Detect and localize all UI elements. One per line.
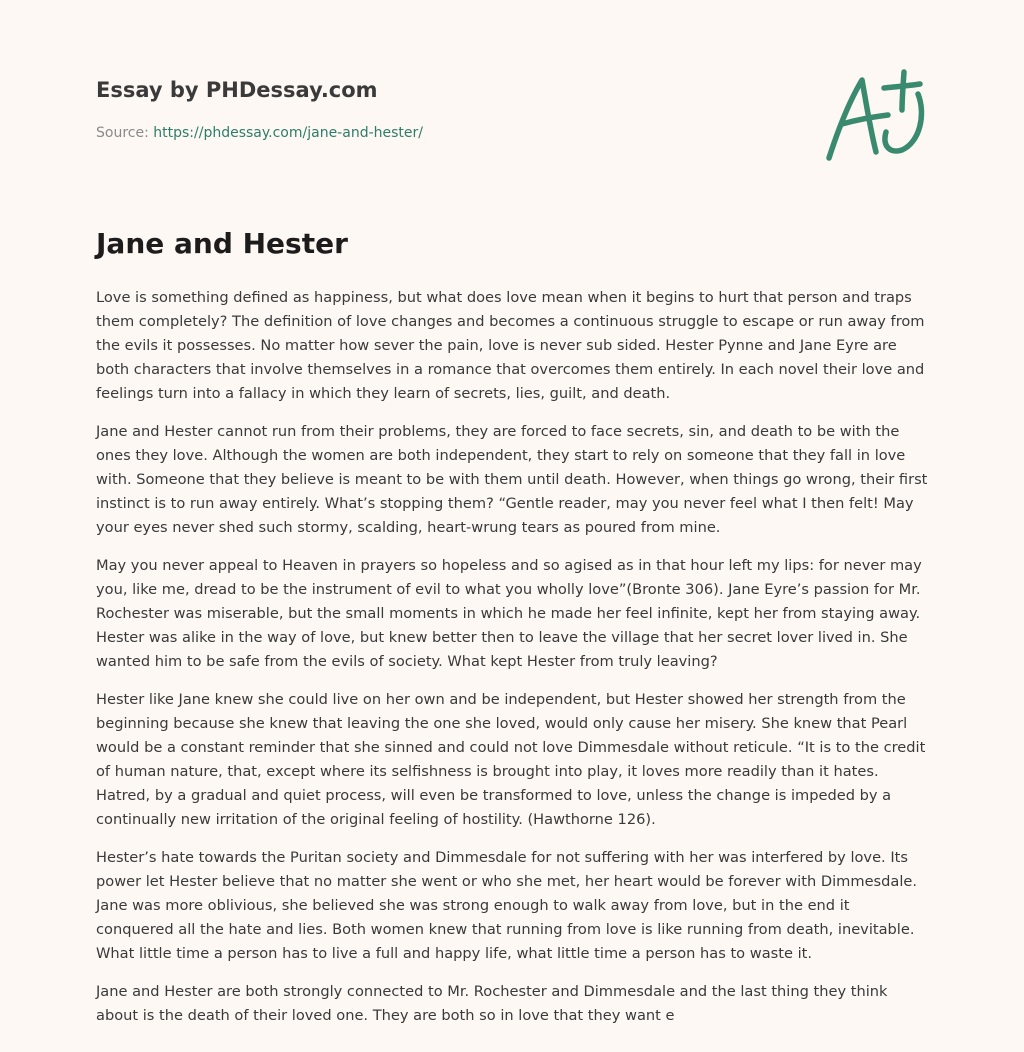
source-label: Source: xyxy=(96,125,154,141)
essay-paragraph: Jane and Hester cannot run from their problems, they are forced to face secrets, sin, and death to be with the ones they love. Although the women are both independent, they start to rely on someone that they fall in love with. Someone that they believe is meant to be with them until death. However, when things go wrong, their first instinct is to run away entirely. What’s stopping them? “Gentle reader, may you never feel what I then felt! May your eyes never shed such stormy, scalding, heart-wrung tears as poured from mine. xyxy=(96,423,928,536)
essay-paragraph: May you never appeal to Heaven in prayers so hopeless and so agised as in that hour left my lips: for never may you, like me, dread to be the instrument of evil to what you wholly love”(Bronte 306). Jane Eyre’s passion for Mr. Rochester was miserable, but the small moments in which he made her feel infinite, kept her from staying away. Hester was alike in the way of love, but knew better then to leave the village that her secret lover lived in. She wanted him to be safe from the evils of society. What kept Hester from truly leaving? xyxy=(96,557,922,670)
source-line xyxy=(96,124,796,142)
essay-paragraph: Hester like Jane knew she could live on her own and be independent, but Hester showed her strength from the beginning because she knew that leaving the one she loved, would only cause her misery. She knew that Pearl would be a constant reminder that she sinned and could not love Dimmesdale without reticule. “It is to the credit of human nature, that, except where its selfishness is brought into play, it loves more readily than it hates. Hatred, by a gradual and quiet process, will even be transformed to love, unless the change is impeded by a continually new irritation of the original feeling of hostility. (Hawthorne 126). xyxy=(96,691,926,828)
a-plus-grade-icon xyxy=(822,66,928,164)
essay-body xyxy=(96,286,930,1042)
essay-paragraph: Love is something defined as happiness, but what does love mean when it begins to hurt that person and traps them completely? The definition of love changes and becomes a continuous struggle to escape or run away from the evils it possesses. No matter how sever the pain, love is never sub sided. Hester Pynne and Jane Eyre are both characters that involve themselves in a romance that overcomes them entirely. In each novel their love and feelings turn into a fallacy in which they learn of secrets, lies, guilt, and death. xyxy=(96,289,925,402)
essay-paragraph: Hester’s hate towards the Puritan society and Dimmesdale for not suffering with her was interfered by love. Its power let Hester believe that no matter she went or who she met, her heart would be forever with Dimmesdale. Jane was more oblivious, she believed she was strong enough to walk away from love, but in the end it conquered all the hate and lies. Both women knew that running from love is like running from death, inevitable. What little time a person has to live a full and happy life, what little time a person has to waste it. xyxy=(96,849,918,962)
essay-title: Jane and Hester xyxy=(96,227,348,260)
source-link[interactable]: https://phdessay.com/jane-and-hester/ xyxy=(153,125,423,141)
essay-paragraph: Jane and Hester are both strongly connected to Mr. Rochester and Dimmesdale and the last thing they think about is the death of their loved one. They are both so in love that they want e xyxy=(96,983,888,1024)
page-header xyxy=(96,76,796,142)
site-title: Essay by PHDessay.com xyxy=(96,78,378,102)
